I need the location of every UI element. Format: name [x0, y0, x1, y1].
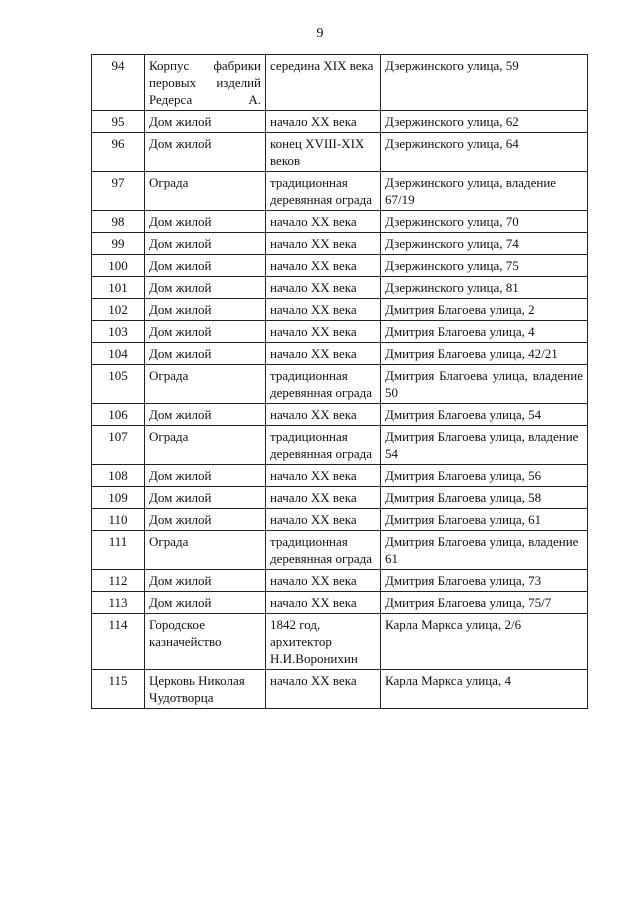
- row-number-cell: 113: [92, 592, 145, 614]
- row-number-cell: 107: [92, 426, 145, 465]
- address-cell: Карла Маркса улица, 2/6: [381, 614, 588, 670]
- row-number-cell: 108: [92, 465, 145, 487]
- object-name-cell: Ограда: [145, 426, 266, 465]
- address-cell: Дмитрия Благоева улица, владение 61: [381, 531, 588, 570]
- row-number-cell: 106: [92, 404, 145, 426]
- row-number-cell: 96: [92, 133, 145, 172]
- address-cell: Дзержинского улица, 64: [381, 133, 588, 172]
- row-number-cell: 112: [92, 570, 145, 592]
- table-row: [92, 255, 588, 277]
- dating-cell: начало XX века: [266, 487, 381, 509]
- object-name-cell: Дом жилой: [145, 592, 266, 614]
- dating-cell: начало XX века: [266, 255, 381, 277]
- address-cell: Дмитрия Благоева улица, 4: [381, 321, 588, 343]
- table-row: [92, 487, 588, 509]
- table-row: [92, 531, 588, 570]
- object-name-cell: Церковь Николая Чудотворца: [145, 670, 266, 709]
- row-number-cell: 103: [92, 321, 145, 343]
- table-row: [92, 670, 588, 709]
- address-cell: Дзержинского улица, 75: [381, 255, 588, 277]
- dating-cell: начало XX века: [266, 211, 381, 233]
- dating-cell: начало XX века: [266, 570, 381, 592]
- table-row: [92, 299, 588, 321]
- table-row: [92, 343, 588, 365]
- address-cell: Дзержинского улица, 70: [381, 211, 588, 233]
- address-cell: Дзержинского улица, владение 67/19: [381, 172, 588, 211]
- object-name-cell: Дом жилой: [145, 111, 266, 133]
- page-number: 9: [316, 26, 324, 41]
- row-number-cell: 95: [92, 111, 145, 133]
- object-name-cell: Корпус фабрики перовых изделий Редерса А.: [145, 55, 266, 111]
- dating-cell: начало XX века: [266, 233, 381, 255]
- dating-cell: середина XIX века: [266, 55, 381, 111]
- address-cell: Карла Маркса улица, 4: [381, 670, 588, 709]
- dating-cell: конец XVIII-XIX веков: [266, 133, 381, 172]
- dating-cell: 1842 год, архитектор Н.И.Воронихин: [266, 614, 381, 670]
- row-number-cell: 100: [92, 255, 145, 277]
- dating-cell: начало XX века: [266, 277, 381, 299]
- address-cell: Дмитрия Благоева улица, 61: [381, 509, 588, 531]
- dating-cell: традиционная деревянная ограда: [266, 365, 381, 404]
- table-row: [92, 509, 588, 531]
- dating-cell: традиционная деревянная ограда: [266, 426, 381, 465]
- object-name-cell: Ограда: [145, 531, 266, 570]
- dating-cell: традиционная деревянная ограда: [266, 172, 381, 211]
- object-name-cell: Дом жилой: [145, 570, 266, 592]
- address-cell: Дзержинского улица, 81: [381, 277, 588, 299]
- object-name-cell: Дом жилой: [145, 255, 266, 277]
- dating-cell: начало XX века: [266, 299, 381, 321]
- object-name-cell: Городское казначейство: [145, 614, 266, 670]
- table-row: [92, 55, 588, 111]
- object-name-cell: Дом жилой: [145, 404, 266, 426]
- dating-cell: начало XX века: [266, 404, 381, 426]
- address-cell: Дмитрия Благоева улица, владение 50: [381, 365, 588, 404]
- row-number-cell: 99: [92, 233, 145, 255]
- address-cell: Дмитрия Благоева улица, 54: [381, 404, 588, 426]
- object-name-cell: Дом жилой: [145, 465, 266, 487]
- table-row: [92, 426, 588, 465]
- row-number-cell: 94: [92, 55, 145, 111]
- address-cell: Дзержинского улица, 59: [381, 55, 588, 111]
- table-row: [92, 321, 588, 343]
- dating-cell: начало XX века: [266, 592, 381, 614]
- dating-cell: начало XX века: [266, 509, 381, 531]
- row-number-cell: 111: [92, 531, 145, 570]
- table-row: [92, 570, 588, 592]
- object-name-cell: Дом жилой: [145, 277, 266, 299]
- address-cell: Дмитрия Благоева улица, 58: [381, 487, 588, 509]
- object-name-cell: Ограда: [145, 365, 266, 404]
- row-number-cell: 97: [92, 172, 145, 211]
- dating-cell: начало XX века: [266, 111, 381, 133]
- row-number-cell: 115: [92, 670, 145, 709]
- row-number-cell: 105: [92, 365, 145, 404]
- row-number-cell: 101: [92, 277, 145, 299]
- object-name-cell: Ограда: [145, 172, 266, 211]
- address-cell: Дмитрия Благоева улица, 56: [381, 465, 588, 487]
- dating-cell: начало XX века: [266, 465, 381, 487]
- table-body: [92, 55, 588, 709]
- heritage-objects-table: [91, 54, 588, 709]
- object-name-cell: Дом жилой: [145, 509, 266, 531]
- row-number-cell: 104: [92, 343, 145, 365]
- row-number-cell: 98: [92, 211, 145, 233]
- address-cell: Дзержинского улица, 62: [381, 111, 588, 133]
- address-cell: Дмитрия Благоева улица, 2: [381, 299, 588, 321]
- table-row: [92, 211, 588, 233]
- object-name-cell: Дом жилой: [145, 233, 266, 255]
- address-cell: Дмитрия Благоева улица, владение 54: [381, 426, 588, 465]
- row-number-cell: 110: [92, 509, 145, 531]
- address-cell: Дмитрия Благоева улица, 75/7: [381, 592, 588, 614]
- table-row: [92, 277, 588, 299]
- table-row: [92, 111, 588, 133]
- dating-cell: начало XX века: [266, 343, 381, 365]
- object-name-cell: Дом жилой: [145, 321, 266, 343]
- row-number-cell: 114: [92, 614, 145, 670]
- dating-cell: начало XX века: [266, 321, 381, 343]
- table-row: [92, 365, 588, 404]
- table-row: [92, 133, 588, 172]
- address-cell: Дзержинского улица, 74: [381, 233, 588, 255]
- table-row: [92, 465, 588, 487]
- dating-cell: начало XX века: [266, 670, 381, 709]
- row-number-cell: 109: [92, 487, 145, 509]
- object-name-cell: Дом жилой: [145, 211, 266, 233]
- address-cell: Дмитрия Благоева улица, 73: [381, 570, 588, 592]
- table-row: [92, 404, 588, 426]
- table-row: [92, 614, 588, 670]
- dating-cell: традиционная деревянная ограда: [266, 531, 381, 570]
- object-name-cell: Дом жилой: [145, 487, 266, 509]
- object-name-cell: Дом жилой: [145, 343, 266, 365]
- address-cell: Дмитрия Благоева улица, 42/21: [381, 343, 588, 365]
- row-number-cell: 102: [92, 299, 145, 321]
- object-name-cell: Дом жилой: [145, 299, 266, 321]
- table-row: [92, 233, 588, 255]
- table-row: [92, 592, 588, 614]
- object-name-cell: Дом жилой: [145, 133, 266, 172]
- table-row: [92, 172, 588, 211]
